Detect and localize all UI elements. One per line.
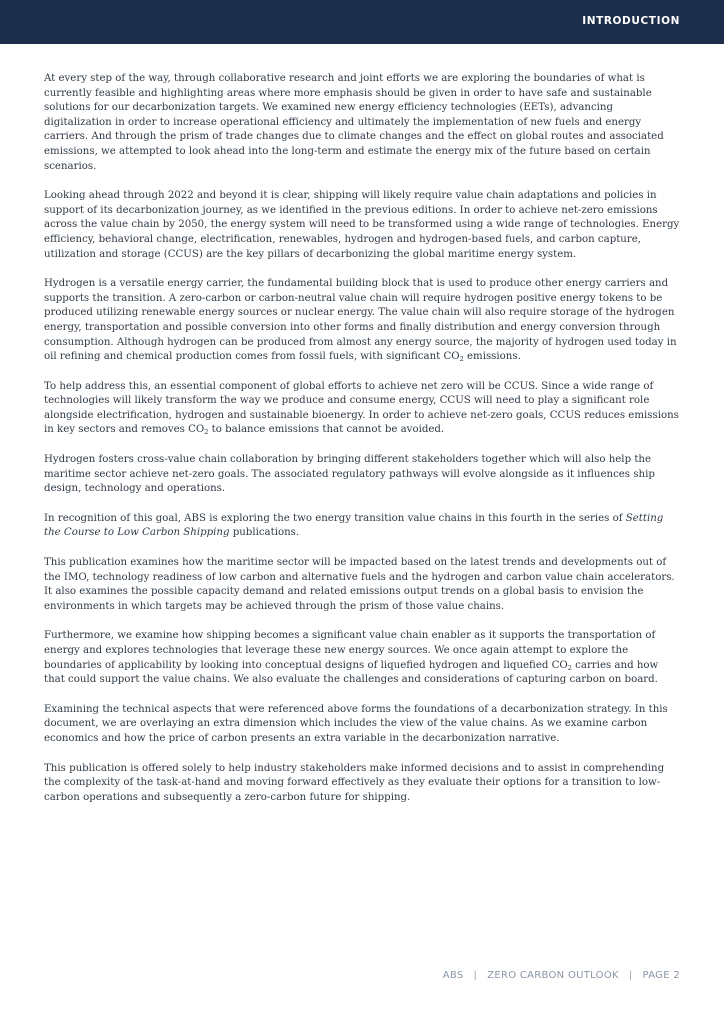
footer-publication: ZERO CARBON OUTLOOK (487, 970, 619, 981)
paragraph-6-end: publications. (229, 527, 300, 539)
co2-subscript: 2 (567, 663, 572, 672)
paragraph-4-end: to balance emissions that cannot be avoided. (208, 424, 445, 436)
footer-org: ABS (442, 970, 464, 981)
paragraph-8-text: Furthermore, we examine how shipping becomes a significant value chain enabler as it supports the transportation of energy and explores technologies that leverage these new energy sources. We once again attempt to explore the boundaries of applicability by looking into conceptual designs of liquefied hydrogen and liquefied CO (44, 630, 656, 671)
co2-subscript: 2 (459, 355, 464, 364)
page-footer (443, 970, 680, 981)
paragraph-6-start: In recognition of this goal, ABS is exploring the two energy transition value chains in this fourth in the series of (44, 512, 626, 524)
paragraph-8 (44, 629, 680, 687)
paragraph-5: Hydrogen fosters cross-value chain collaboration by bringing different stakeholders together which will also help the maritime sector achieve net-zero goals. The associated regulatory pathways will evolve alongside as it influences ship design, technology and operations. (44, 454, 655, 495)
paragraph-4 (44, 380, 680, 438)
paragraph-6 (44, 512, 680, 541)
co2-subscript: 2 (204, 428, 209, 437)
paragraph-3-end: emissions. (463, 351, 521, 363)
paragraph-7: This publication examines how the maritime sector will be impacted based on the latest trends and developments out of the IMO, technology readiness of low carbon and alternative fuels and the hydrogen and carbon value chain accelerators. It also examines the possible capacity demand and related emissions output trends on a global basis to envision the environments in which targets may be achieved through the prism of those value chains. (44, 557, 675, 612)
footer-separator: | (473, 970, 478, 981)
body-content (44, 72, 680, 820)
paragraph-4-text: To help address this, an essential component of global efforts to achieve net zero will be CCUS. Since a wide range of technologies will likely transform the way we produce and consume energy, CCUS will need to play a significant role alongside electrification, hydrogen and sustainable bioenergy. In order to achieve net-zero goals, CCUS reduces emissions in key sectors and removes CO (44, 380, 679, 436)
paragraph-3 (44, 277, 680, 365)
header-bar (0, 0, 724, 44)
paragraph-10: This publication is offered solely to help industry stakeholders make informed decisions and to assist in comprehending the complexity of the task-at-hand and moving forward effectively as they evaluate their options for a transition to low-carbon operations and subsequently a zero-carbon future for shipping. (44, 762, 665, 803)
publication-series-title: Setting the Course to Low Carbon Shipping (44, 512, 664, 539)
page-number: PAGE 2 (642, 970, 680, 981)
paragraph-1: At every step of the way, through collaborative research and joint efforts we are exploring the boundaries of what is currently feasible and highlighting areas where more emphasis should be given in order to have safe and sustainable solutions for our decarbonization targets. We examined new energy efficiency technologies (EETs), advancing digitalization in order to increase operational efficiency and ultimately the implementation of new fuels and energy carriers. And through the prism of trade changes due to climate changes and the effect on global routes and associated emissions, we attempted to look ahead into the long-term and estimate the energy mix of the future based on certain scenarios. (44, 73, 664, 172)
paragraph-8-end: carries and how that could support the value chains. We also evaluate the challenges and considerations of capturing carbon on board. (44, 659, 659, 686)
paragraph-2: Looking ahead through 2022 and beyond it is clear, shipping will likely require value chain adaptations and policies in support of its decarbonization journey, as we identified in the previous editions. In order to achieve net-zero emissions across the value chain by 2050, the energy system will need to be transformed using a wide range of technologies. Energy efficiency, behavioral change, electrification, renewables, hydrogen and hydrogen-based fuels, and carbon capture, utilization and storage (CCUS) are the key pillars of decarbonizing the global maritime energy system. (44, 190, 680, 260)
footer-separator: | (628, 970, 633, 981)
paragraph-9: Examining the technical aspects that were referenced above forms the foundations of a decarbonization strategy. In this document, we are overlaying an extra dimension which includes the view of the value chains. As we examine carbon economics and how the price of carbon presents an extra variable in the decarbonization narrative. (44, 703, 668, 744)
section-title: INTRODUCTION (582, 15, 680, 27)
paragraph-3-text: Hydrogen is a versatile energy carrier, the fundamental building block that is used to produce other energy carriers and supports the transition. A zero-carbon or carbon-neutral value chain will require hydrogen positive energy tokens to be produced utilizing renewable energy sources or nuclear energy. The value chain will also require storage of the hydrogen energy, transportation and possible conversion into other forms and finally distribution and energy conversion through consumption. Although hydrogen can be produced from almost any energy source, the majority of hydrogen used today in oil refining and chemical production comes from fossil fuels, with significant CO (44, 278, 677, 363)
